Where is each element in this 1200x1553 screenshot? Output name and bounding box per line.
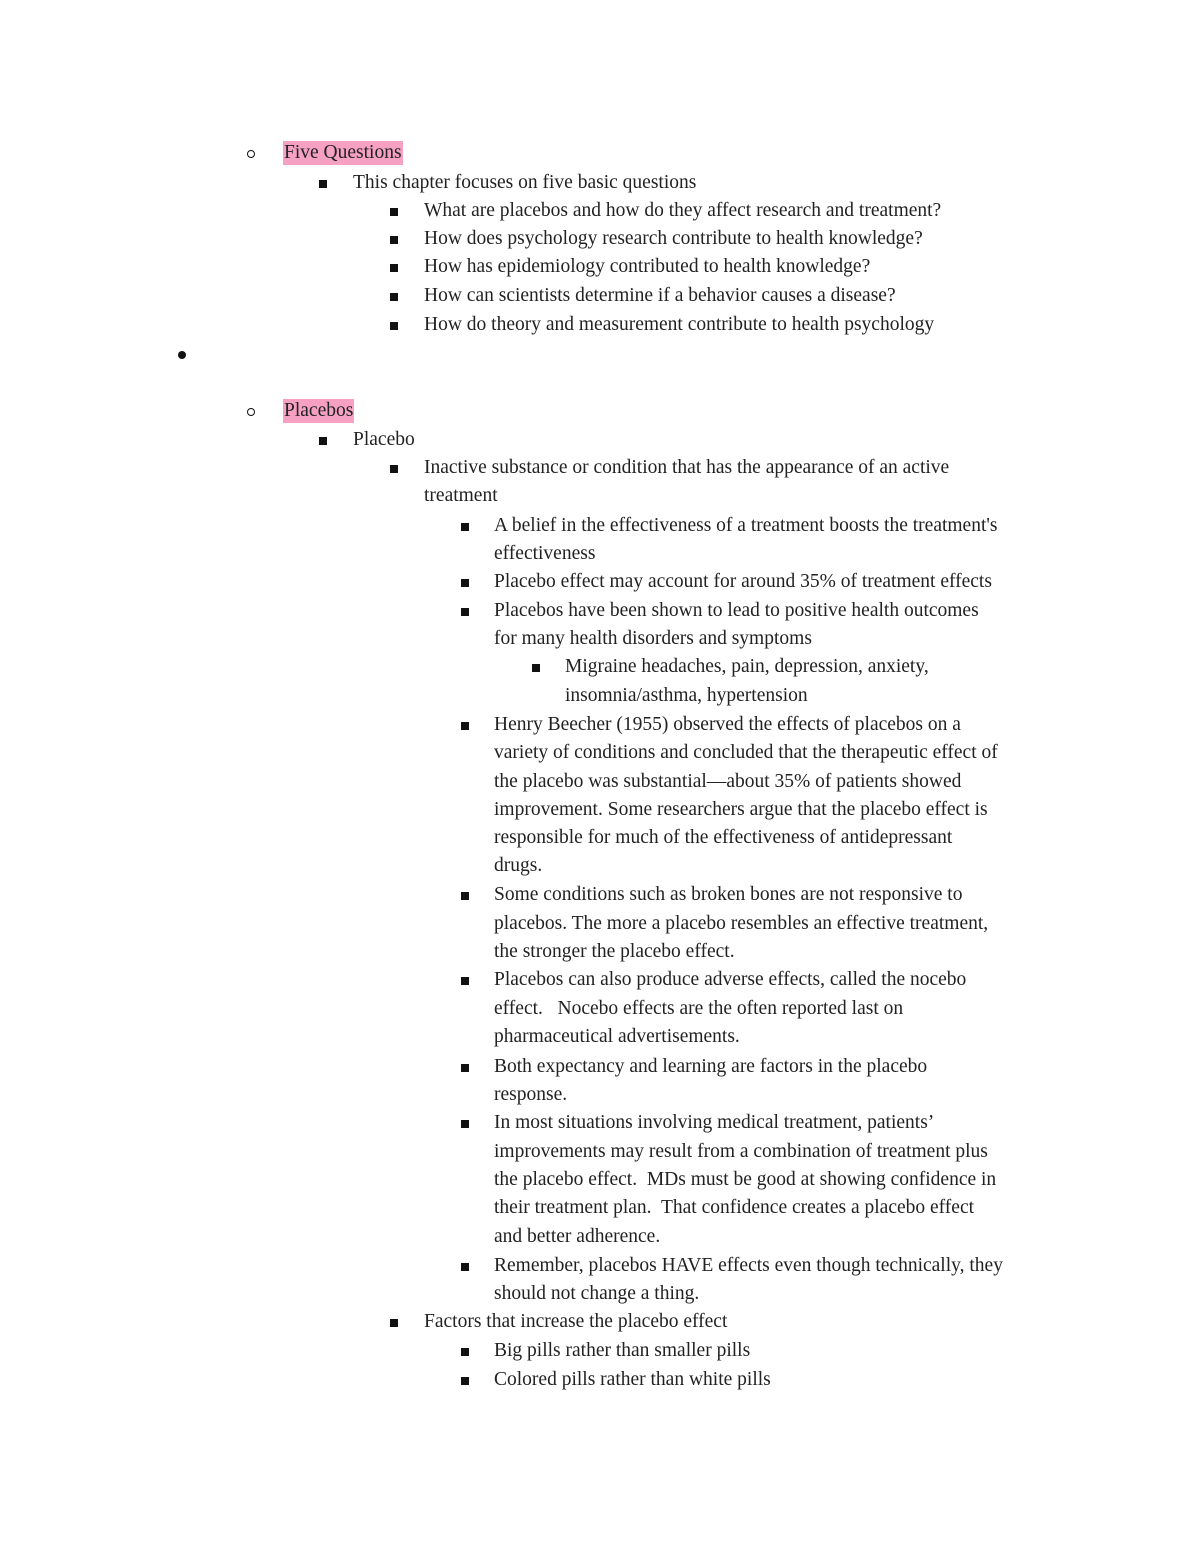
- point-line: improvements may result from a combination of treatment plus: [494, 1141, 988, 1162]
- square-bullet-icon: [461, 1120, 469, 1128]
- point-line: and better adherence.: [494, 1226, 661, 1247]
- point-line: their treatment plan. That confidence creates a placebo effect: [494, 1197, 975, 1218]
- point-line: the stronger the placebo effect.: [494, 941, 735, 962]
- square-bullet-icon: [319, 437, 327, 445]
- question-item: How can scientists determine if a behavior causes a disease?: [424, 285, 896, 306]
- definition-line: Inactive substance or condition that has the appearance of an active: [424, 457, 950, 478]
- square-bullet-icon: [390, 236, 398, 244]
- square-bullet-icon: [461, 608, 469, 616]
- point-line: the placebo effect. MDs must be good at showing confidence in: [494, 1169, 997, 1190]
- circle-bullet-icon: [247, 408, 255, 416]
- term-placebo: Placebo: [353, 429, 415, 450]
- point-line: improvement. Some researchers argue that the placebo effect is: [494, 799, 988, 820]
- square-bullet-icon: [461, 1377, 469, 1385]
- factors-heading: Factors that increase the placebo effect: [424, 1311, 728, 1332]
- factor-item: Colored pills rather than white pills: [494, 1369, 771, 1390]
- point-line: Placebos have been shown to lead to positive health outcomes: [494, 600, 979, 621]
- square-bullet-icon: [461, 1064, 469, 1072]
- point-line: Some conditions such as broken bones are not responsive to: [494, 884, 963, 905]
- point-line: pharmaceutical advertisements.: [494, 1026, 740, 1047]
- square-bullet-icon: [390, 322, 398, 330]
- point-line: effect. Nocebo effects are the often reported last on: [494, 998, 904, 1019]
- point-line: response.: [494, 1084, 568, 1105]
- point-line: Henry Beecher (1955) observed the effects of placebos on a: [494, 714, 961, 735]
- square-bullet-icon: [461, 892, 469, 900]
- question-item: How has epidemiology contributed to health knowledge?: [424, 256, 871, 277]
- point-line: Placebo effect may account for around 35% of treatment effects: [494, 571, 992, 592]
- square-bullet-icon: [390, 465, 398, 473]
- square-bullet-icon: [461, 1263, 469, 1271]
- point-line: variety of conditions and concluded that the therapeutic effect of: [494, 742, 998, 763]
- square-bullet-icon: [390, 293, 398, 301]
- chapter-intro: This chapter focuses on five basic questions: [353, 172, 697, 193]
- point-line: Placebos can also produce adverse effects, called the nocebo: [494, 969, 967, 990]
- square-bullet-icon: [532, 664, 540, 672]
- square-bullet-icon: [461, 977, 469, 985]
- point-line: placebos. The more a placebo resembles an effective treatment,: [494, 913, 989, 934]
- point-line: drugs.: [494, 855, 543, 876]
- point-line: the placebo was substantial—about 35% of patients showed: [494, 771, 962, 792]
- question-item: What are placebos and how do they affect research and treatment?: [424, 200, 942, 221]
- point-line: should not change a thing.: [494, 1283, 700, 1304]
- point-line: effectiveness: [494, 543, 596, 564]
- square-bullet-icon: [319, 180, 327, 188]
- factor-item: Big pills rather than smaller pills: [494, 1340, 751, 1361]
- subpoint-line: insomnia/asthma, hypertension: [565, 685, 808, 706]
- point-line: A belief in the effectiveness of a treatment boosts the treatment's: [494, 515, 998, 536]
- square-bullet-icon: [390, 1319, 398, 1327]
- subpoint-line: Migraine headaches, pain, depression, anxiety,: [565, 656, 929, 677]
- square-bullet-icon: [390, 264, 398, 272]
- square-bullet-icon: [461, 579, 469, 587]
- square-bullet-icon: [461, 523, 469, 531]
- section-heading-five-questions: Five Questions: [284, 142, 402, 163]
- question-item: How does psychology research contribute to health knowledge?: [424, 228, 923, 249]
- square-bullet-icon: [461, 722, 469, 730]
- square-bullet-icon: [461, 1348, 469, 1356]
- definition-line: treatment: [424, 485, 498, 506]
- point-line: for many health disorders and symptoms: [494, 628, 812, 649]
- disc-bullet-icon: [178, 351, 186, 359]
- circle-bullet-icon: [247, 150, 255, 158]
- square-bullet-icon: [390, 208, 398, 216]
- point-line: In most situations involving medical treatment, patients’: [494, 1112, 935, 1133]
- point-line: Remember, placebos HAVE effects even though technically, they: [494, 1255, 1003, 1276]
- section-heading-placebos: Placebos: [284, 400, 354, 421]
- question-item: How do theory and measurement contribute to health psychology: [424, 314, 935, 335]
- point-line: Both expectancy and learning are factors in the placebo: [494, 1056, 928, 1077]
- point-line: responsible for much of the effectiveness of antidepressant: [494, 827, 953, 848]
